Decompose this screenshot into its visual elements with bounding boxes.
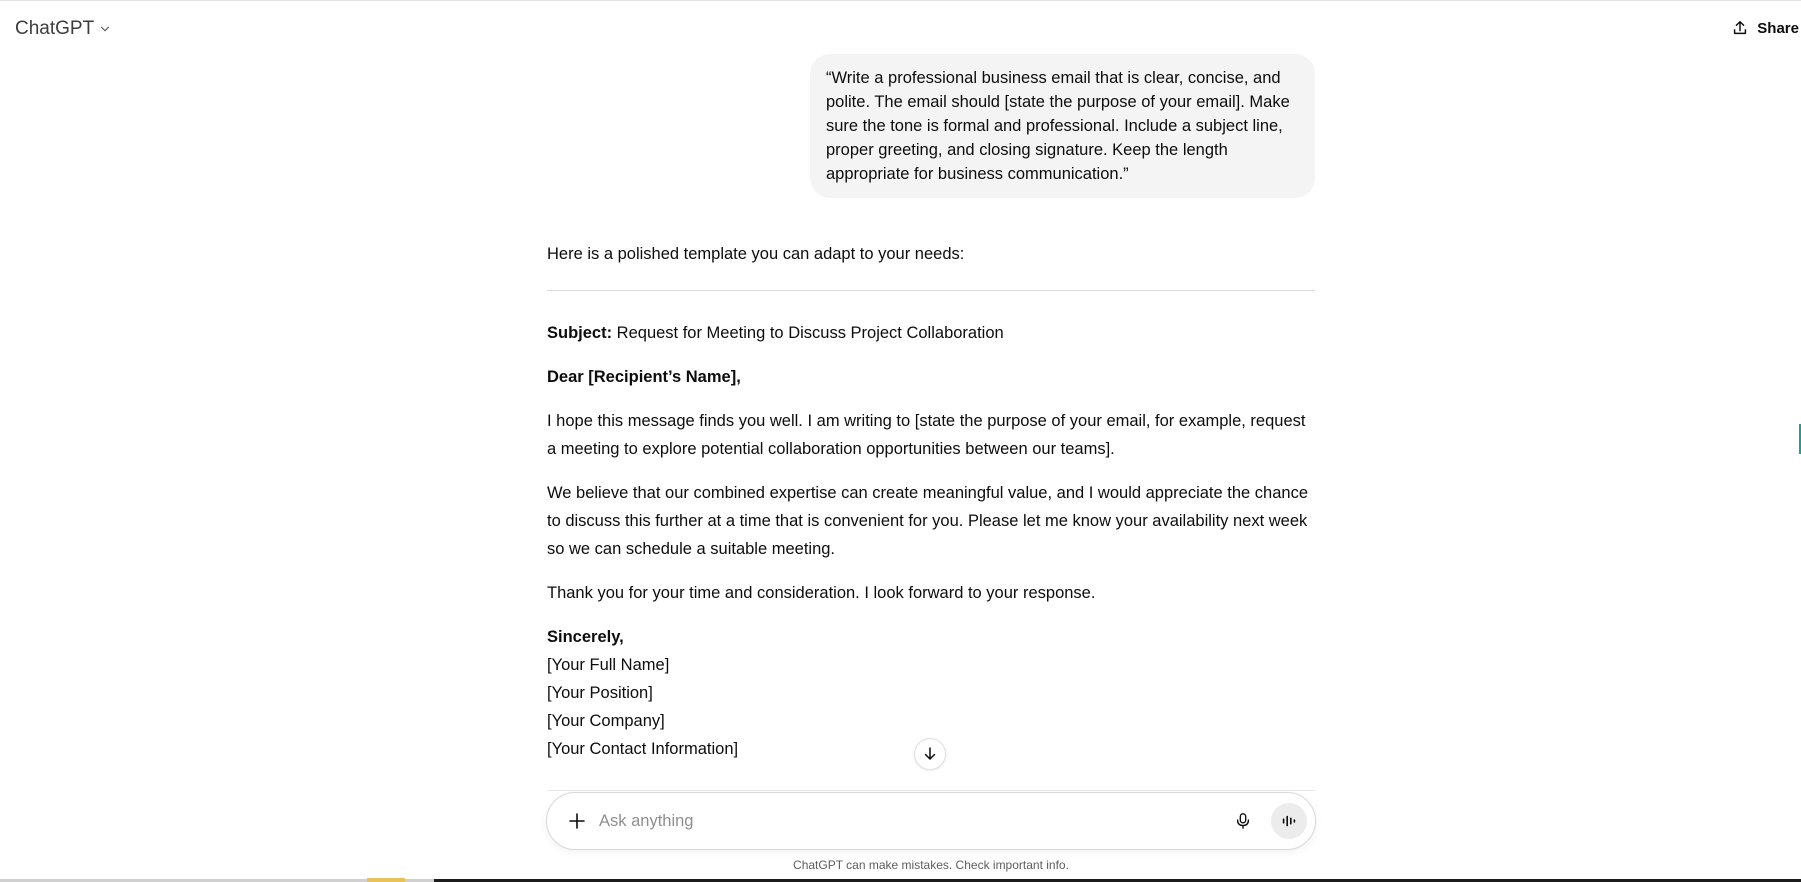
email-greeting: Dear [Recipient’s Name], bbox=[547, 368, 741, 386]
composer bbox=[546, 792, 1316, 850]
voice-mode-button[interactable] bbox=[1271, 803, 1307, 839]
plus-icon bbox=[567, 811, 587, 831]
email-paragraph: We believe that our combined expertise can create meaningful value, and I would appreciate the chance to discuss this further at a time that is convenient for you. Please let me know your availability next week so we can schedule a suitable meeting. bbox=[547, 484, 1308, 558]
email-paragraph: Thank you for your time and consideration. I look forward to your response. bbox=[547, 584, 1096, 602]
chevron-down-icon bbox=[98, 22, 112, 36]
subject-text: Request for Meeting to Discuss Project Collaboration bbox=[612, 324, 1004, 342]
share-button[interactable] bbox=[1731, 17, 1801, 39]
signature-line: [Your Company] bbox=[547, 712, 665, 730]
composer-divider bbox=[547, 790, 1315, 791]
microphone-icon bbox=[1234, 812, 1252, 830]
assistant-message bbox=[547, 240, 1315, 763]
email-subject-line bbox=[547, 319, 1315, 347]
email-sign-off: Sincerely, bbox=[547, 628, 624, 646]
header bbox=[0, 0, 1801, 56]
assistant-intro: Here is a polished template you can adapt to your needs: bbox=[547, 245, 965, 263]
signature-line: [Your Contact Information] bbox=[547, 740, 739, 758]
model-switcher[interactable] bbox=[15, 16, 112, 42]
taskbar-highlight bbox=[367, 878, 405, 882]
scroll-to-bottom-button[interactable] bbox=[914, 738, 946, 770]
email-paragraph: I hope this message finds you well. I am writing to [state the purpose of your email, for example, request a meeting to explore potential collaboration opportunities between our teams]. bbox=[547, 412, 1306, 458]
user-message-text: “Write a professional business email that is clear, concise, and polite. The email should [state the purpose of your email]. Make sure the tone is formal and professional. Include a subject line, proper greeting, and closing signature. Keep the length appropriate for business communication.” bbox=[826, 69, 1290, 183]
signature-line: [Your Full Name] bbox=[547, 656, 670, 674]
share-icon bbox=[1731, 19, 1749, 37]
subject-label: Subject: bbox=[547, 324, 613, 342]
share-label: Share bbox=[1757, 19, 1799, 37]
divider bbox=[547, 290, 1315, 291]
user-message-bubble bbox=[810, 54, 1315, 198]
dictate-button[interactable] bbox=[1230, 808, 1256, 834]
prompt-input[interactable] bbox=[599, 807, 1159, 835]
arrow-down-icon bbox=[922, 746, 938, 762]
model-label: ChatGPT bbox=[15, 18, 95, 39]
signature-line: [Your Position] bbox=[547, 684, 653, 702]
voice-mode-icon bbox=[1280, 812, 1298, 830]
attach-button[interactable] bbox=[563, 807, 591, 835]
disclaimer: ChatGPT can make mistakes. Check important info. bbox=[793, 858, 1069, 872]
